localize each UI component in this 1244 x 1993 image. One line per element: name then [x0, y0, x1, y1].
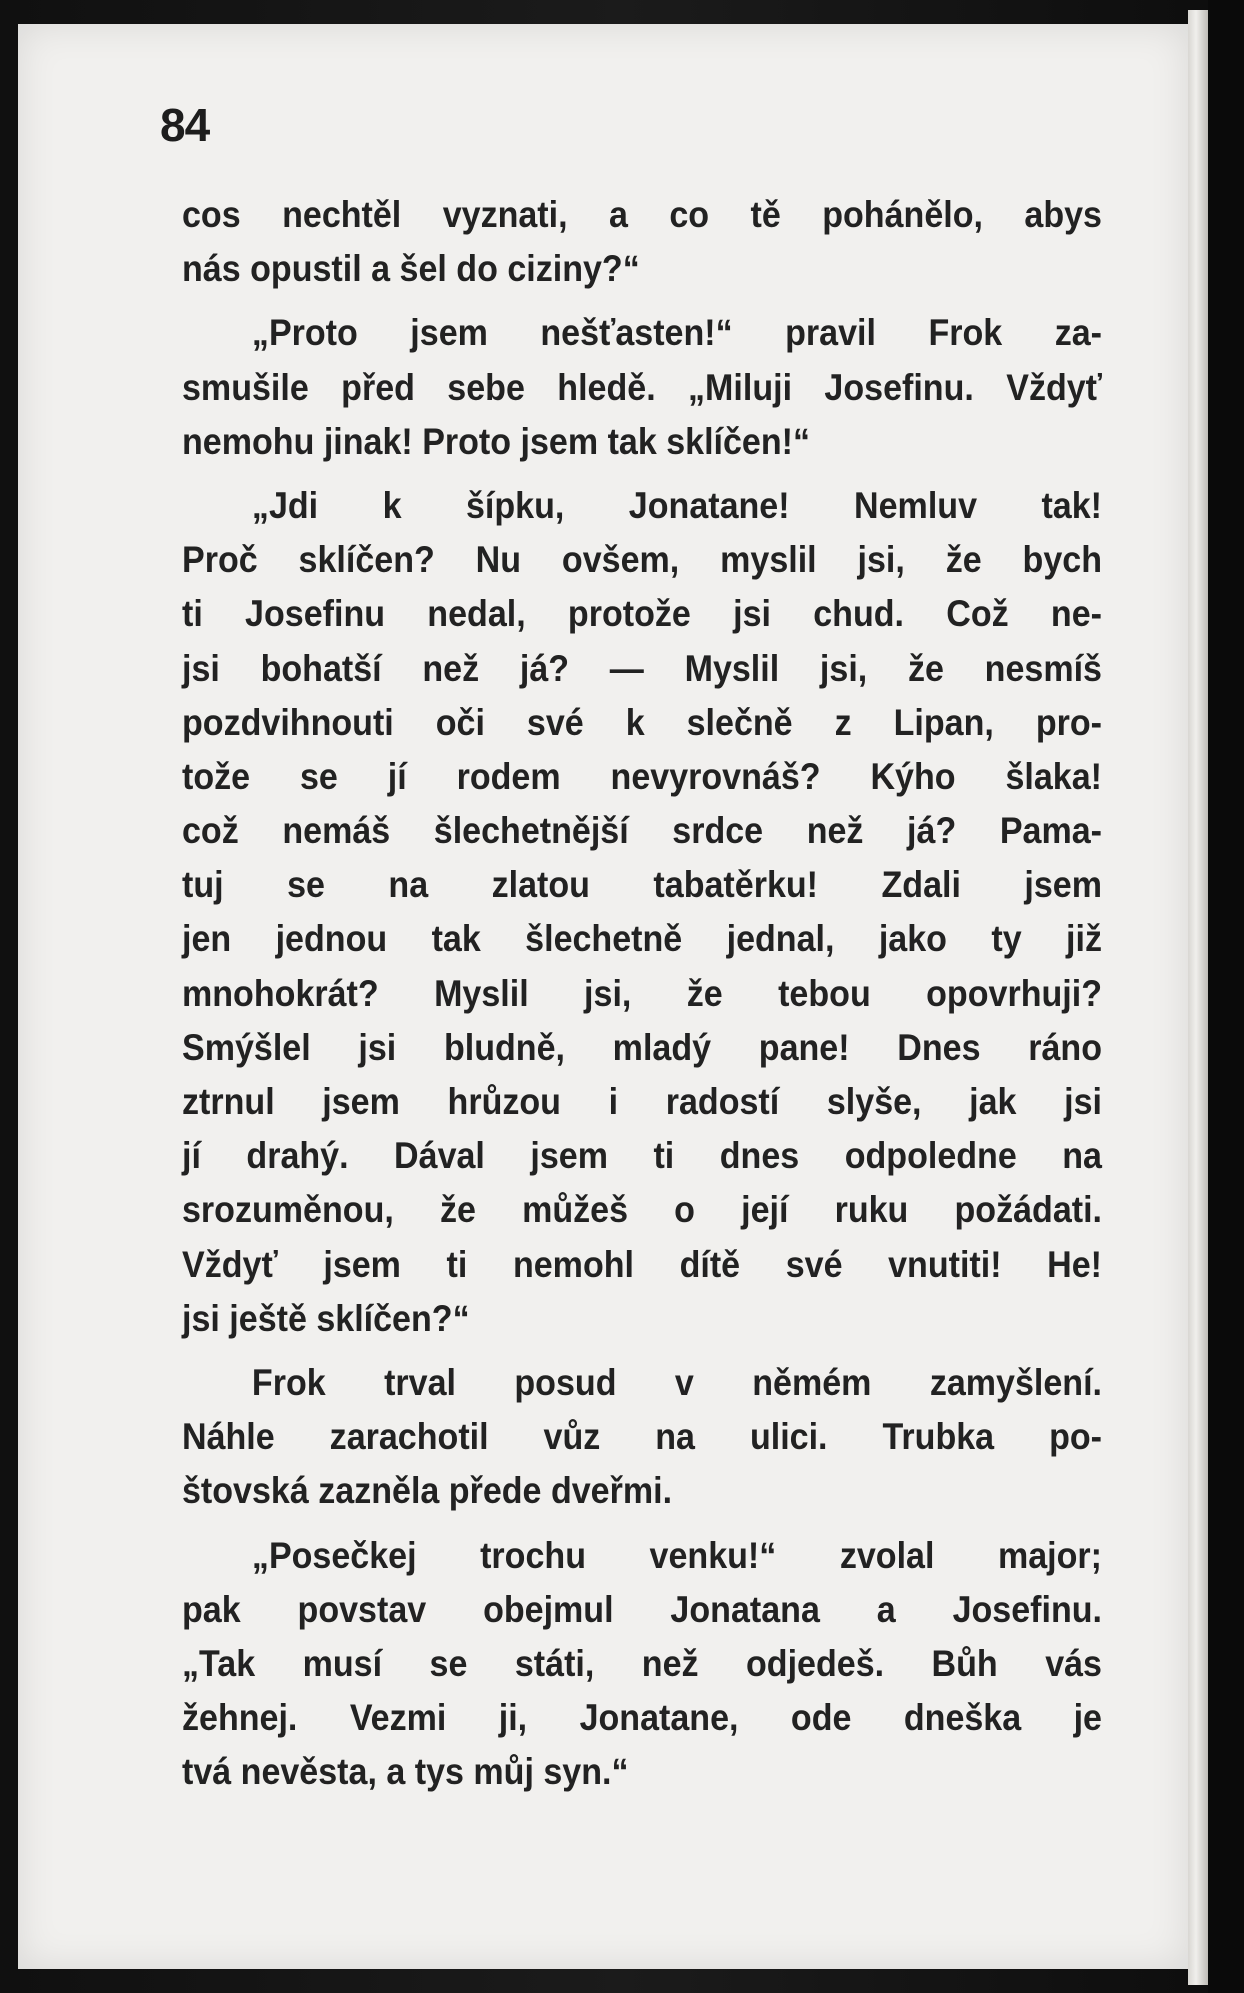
- text-line: jí drahý. Dával jsem ti dnes odpoledne na: [182, 1135, 1102, 1177]
- text-line: smušile před sebe hledě. „Miluji Josefinu. Vždyť: [182, 366, 1102, 408]
- paragraph: [182, 1519, 1103, 1800]
- text-line: tvá nevěsta, a tys můj syn.“: [182, 1751, 629, 1793]
- page-text: [182, 188, 1103, 1799]
- paragraph: [182, 1346, 1103, 1519]
- text-line: ti Josefinu nedal, protože jsi chud. Což ne-: [182, 593, 1102, 635]
- text-line: což nemáš šlechetnější srdce než já? Pama-: [182, 810, 1102, 852]
- paragraph-gap: [182, 296, 1028, 306]
- text-line: mnohokrát? Myslil jsi, že tebou opovrhuji?: [182, 972, 1102, 1014]
- text-line: Frok trval posud v němém zamyšlení.: [251, 1361, 1103, 1403]
- page-number: 84: [160, 99, 210, 151]
- paragraph: [182, 469, 1103, 1346]
- text-line: tuj se na zlatou tabatěrku! Zdali jsem: [182, 864, 1102, 906]
- text-line: srozuměnou, že můžeš o její ruku požádati.: [182, 1189, 1102, 1231]
- text-line: nás opustil a šel do ciziny?“: [182, 248, 640, 290]
- text-line: Vždyť jsem ti nemohl dítě své vnutiti! He!: [182, 1243, 1102, 1285]
- paragraph-gap: [182, 469, 1028, 479]
- text-line: jen jednou tak šlechetně jednal, jako ty již: [182, 918, 1102, 960]
- paragraph-gap: [182, 1519, 1028, 1529]
- text-line: „Posečkej trochu venku!“ zvolal major;: [251, 1534, 1103, 1576]
- paragraph: [182, 188, 1102, 296]
- text-line: žehnej. Vezmi ji, Jonatane, ode dneška je: [182, 1697, 1102, 1739]
- text-line: ztrnul jsem hrůzou i radostí slyše, jak jsi: [182, 1081, 1102, 1122]
- text-line: Smýšlel jsi bludně, mladý pane! Dnes ráno: [182, 1026, 1102, 1068]
- text-line: pak povstav obejmul Jonatana a Josefinu.: [182, 1588, 1102, 1630]
- text-line: Proč sklíčen? Nu ovšem, myslil jsi, že bych: [182, 539, 1102, 581]
- text-line: pozdvihnouti oči své k slečně z Lipan, pro-: [182, 701, 1102, 743]
- text-line: jsi ještě sklíčen?“: [182, 1297, 470, 1339]
- text-line: „Proto jsem nešťasten!“ pravil Frok za-: [251, 312, 1103, 354]
- text-line: tože se jí rodem nevyrovnáš? Kýho šlaka!: [182, 755, 1102, 797]
- text-line: jsi bohatší než já? — Myslil jsi, že nesmíš: [182, 647, 1102, 689]
- page-edge: [1188, 10, 1208, 1985]
- text-line: Náhle zarachotil vůz na ulici. Trubka po-: [182, 1416, 1102, 1458]
- text-line: štovská zazněla přede dveřmi.: [182, 1470, 673, 1512]
- text-line: „Tak musí se státi, než odjedeš. Bůh vás: [182, 1642, 1102, 1684]
- scan-shadow: [1208, 0, 1244, 1993]
- text-line: cos nechtěl vyznati, a co tě pohánělo, abys: [182, 194, 1102, 235]
- text-line: nemohu jinak! Proto jsem tak sklíčen!“: [182, 420, 811, 462]
- text-line: „Jdi k šípku, Jonatane! Nemluv tak!: [251, 484, 1103, 526]
- paragraph-gap: [182, 1346, 1028, 1356]
- paragraph: [182, 296, 1103, 469]
